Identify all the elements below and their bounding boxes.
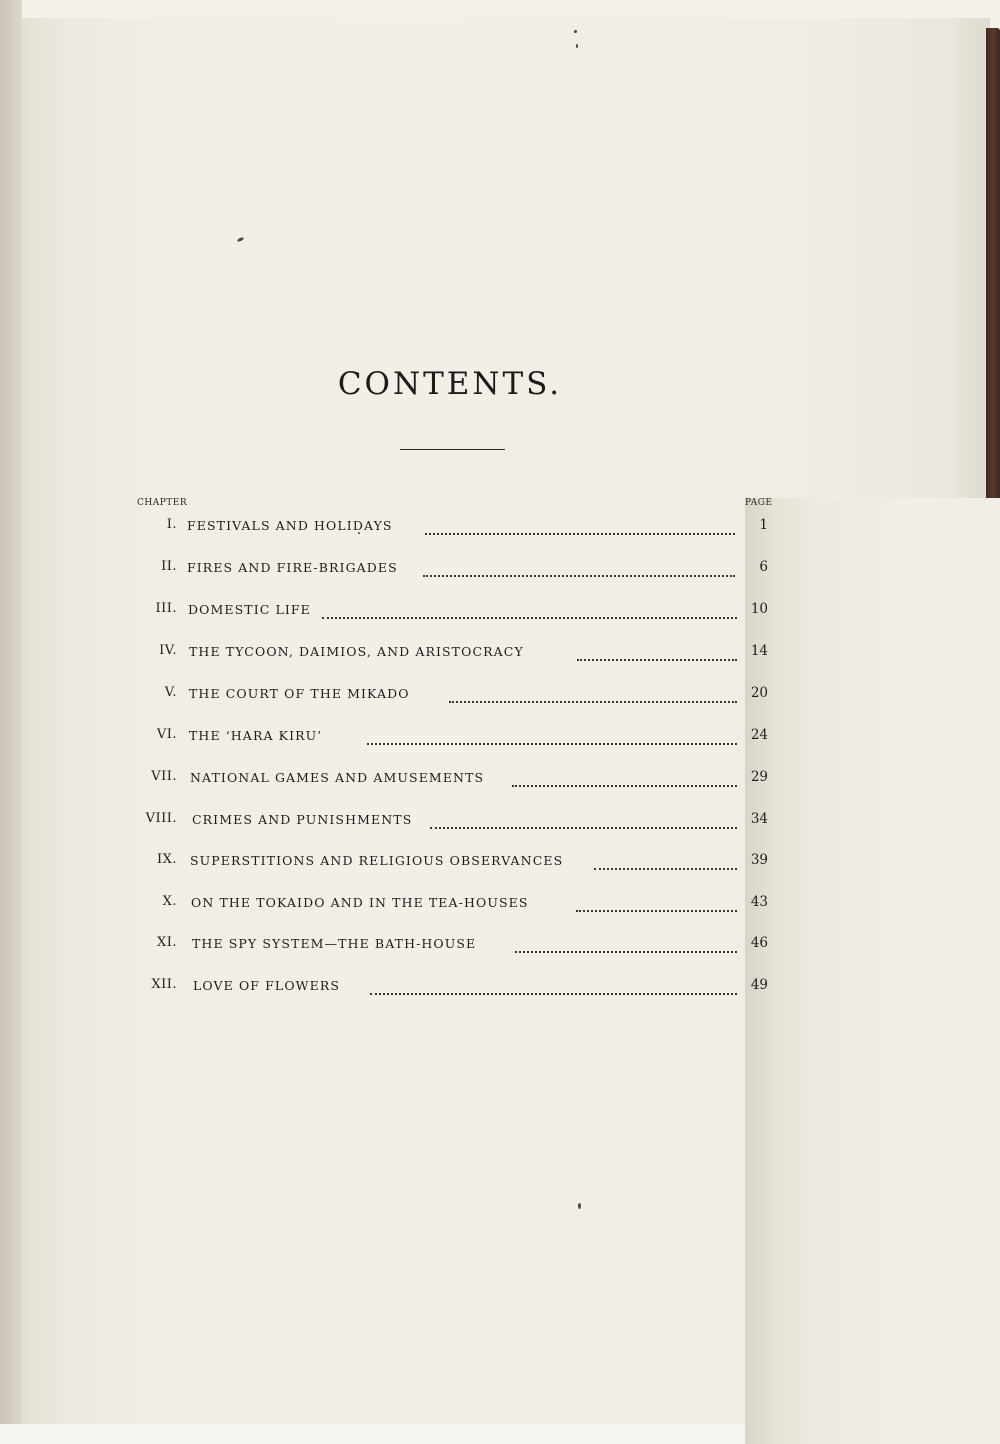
chapter-number: IX. (156, 852, 177, 867)
chapter-title: FIRES AND FIRE-BRIGADES (187, 560, 398, 575)
dot-leader (367, 727, 737, 745)
page-number: 14 (750, 643, 768, 659)
chapter-title: NATIONAL GAMES AND AMUSEMENTS (190, 770, 485, 785)
chapter-title: CRIMES AND PUNISHMENTS (192, 812, 413, 827)
dot-leader (322, 601, 737, 619)
page-number: 34 (750, 811, 768, 827)
chapter-title: LOVE OF FLOWERS (193, 978, 341, 993)
page-number: 49 (750, 977, 768, 993)
chapter-number: II. (161, 559, 177, 574)
toc-entry (0, 643, 780, 665)
chapter-title: THE TYCOON, DAIMIOS, AND ARISTOCRACY (189, 644, 524, 659)
chapter-number: VII. (151, 769, 177, 784)
page-number: 46 (750, 935, 768, 951)
toc-entry (0, 559, 780, 581)
dot-leader (576, 894, 737, 912)
chapter-title: ON THE TOKAIDO AND IN THE TEA-HOUSES (191, 895, 529, 910)
title-rule (400, 449, 505, 450)
chapter-title: THE SPY SYSTEM—THE BATH-HOUSE (192, 936, 477, 951)
toc-entry (0, 601, 780, 623)
toc-entry (0, 935, 780, 957)
paper-speck (578, 1203, 581, 1209)
page-column-header: PAGE (745, 498, 1000, 1444)
chapter-number: III. (155, 601, 177, 616)
dot-leader (370, 977, 737, 995)
toc-entry (0, 727, 780, 749)
paper-speck (576, 44, 578, 48)
page-number: 1 (759, 517, 768, 533)
chapter-title: FESTIVALS AND HOLIDAYS (187, 518, 393, 533)
toc-entry (0, 977, 780, 999)
toc-entry (0, 852, 780, 874)
chapter-number: VI. (156, 727, 177, 742)
chapter-title: THE ‘HARA KIRU’ (189, 728, 323, 743)
chapter-title: THE COURT OF THE MIKADO (189, 686, 410, 701)
page-number: 6 (759, 559, 768, 575)
page-number: 20 (750, 685, 768, 701)
page-number: 10 (750, 601, 768, 617)
dot-leader (423, 559, 735, 577)
dot-leader (594, 852, 737, 870)
chapter-number: I. (166, 517, 177, 532)
chapter-title: DOMESTIC LIFE (188, 602, 311, 617)
gutter-shadow (0, 0, 22, 1444)
toc-entry (0, 811, 780, 833)
chapter-column-header: CHAPTER (137, 498, 188, 508)
dot-leader (425, 517, 735, 535)
toc-entry (0, 517, 780, 539)
paper-speck (574, 30, 577, 33)
toc-entry (0, 894, 780, 916)
dot-leader (512, 769, 737, 787)
chapter-number: XI. (156, 935, 177, 950)
chapter-number: X. (162, 894, 177, 909)
chapter-title: SUPERSTITIONS AND RELIGIOUS OBSERVANCES (190, 853, 564, 868)
dot-leader (449, 685, 737, 703)
toc-entry (0, 685, 780, 707)
page-number: 24 (750, 727, 768, 743)
page-number: 39 (750, 852, 768, 868)
page-number: 29 (750, 769, 768, 785)
page-number: 43 (750, 894, 768, 910)
chapter-number: XII. (151, 977, 177, 992)
dot-leader (515, 935, 737, 953)
toc-entry (0, 769, 780, 791)
chapter-number: V. (164, 685, 177, 700)
page-title: CONTENTS. (337, 366, 563, 402)
chapter-number: VIII. (145, 811, 177, 826)
dot-leader (577, 643, 737, 661)
chapter-number: IV. (159, 643, 177, 658)
dot-leader (430, 811, 737, 829)
